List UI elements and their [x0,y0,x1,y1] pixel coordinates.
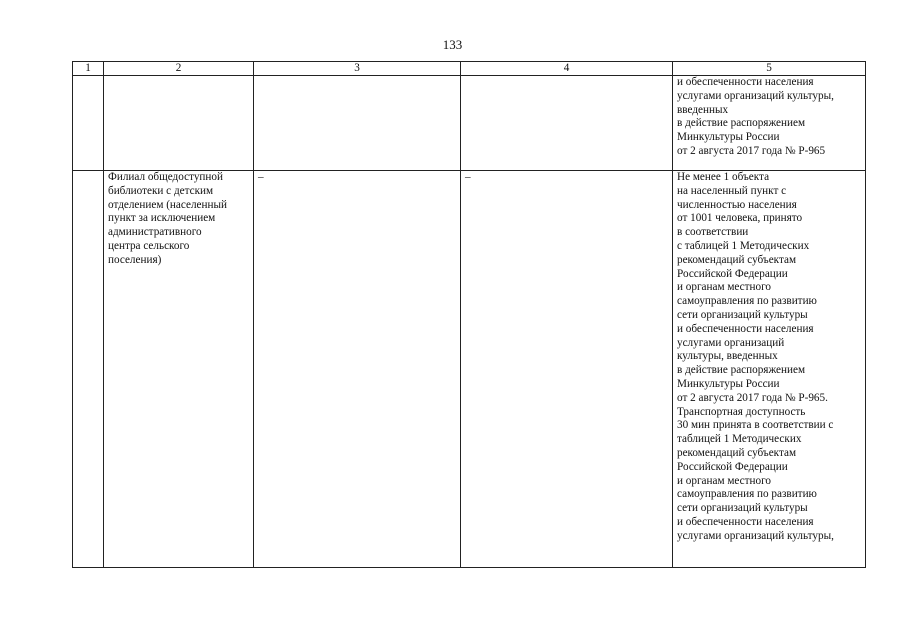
document-table [72,61,866,568]
page-number: 133 [442,37,463,52]
row1-col2-cell [104,76,254,171]
row2-col3-cell: – [254,171,461,568]
table-row [73,76,866,171]
table-header-row [73,62,866,76]
column-header-1: 1 [73,62,104,76]
column-header-5: 5 [673,62,866,76]
column-header-4: 4 [461,62,673,76]
table-row [73,171,866,568]
row1-col3-cell [254,76,461,171]
row2-col4-cell: – [461,171,673,568]
column-header-3: 3 [254,62,461,76]
row1-col1-cell [73,76,104,171]
column-header-2: 2 [104,62,254,76]
row2-col5-cell: Не менее 1 объекта на населенный пункт с численностью населения от 1001 человека, принято в соответствии с таблицей 1 Методических рекомендаций субъектам Российской Федерации и органам местного самоуправления по развитию сети организаций культуры и обеспеченности населения услугами организаций культуры, введенных в действие распоряжением Минкультуры России от 2 августа 2017 года № Р-965. Транспортная доступность 30 мин принята в соответствии с таблицей 1 Методических рекомендаций субъектам Российской Федерации и органам местного самоуправления по развитию сети организаций культуры и обеспеченности населения услугами организаций культуры, [673,171,866,568]
row1-col5-cell: и обеспеченности населения услугами организаций культуры, введенных в действие распоряжением Минкультуры России от 2 августа 2017 года № Р-965 [673,76,866,171]
row2-col1-cell [73,171,104,568]
row2-col2-cell: Филиал общедоступной библиотеки с детским отделением (населенный пункт за исключением административного центра сельского поселения) [104,171,254,568]
row1-col4-cell [461,76,673,171]
